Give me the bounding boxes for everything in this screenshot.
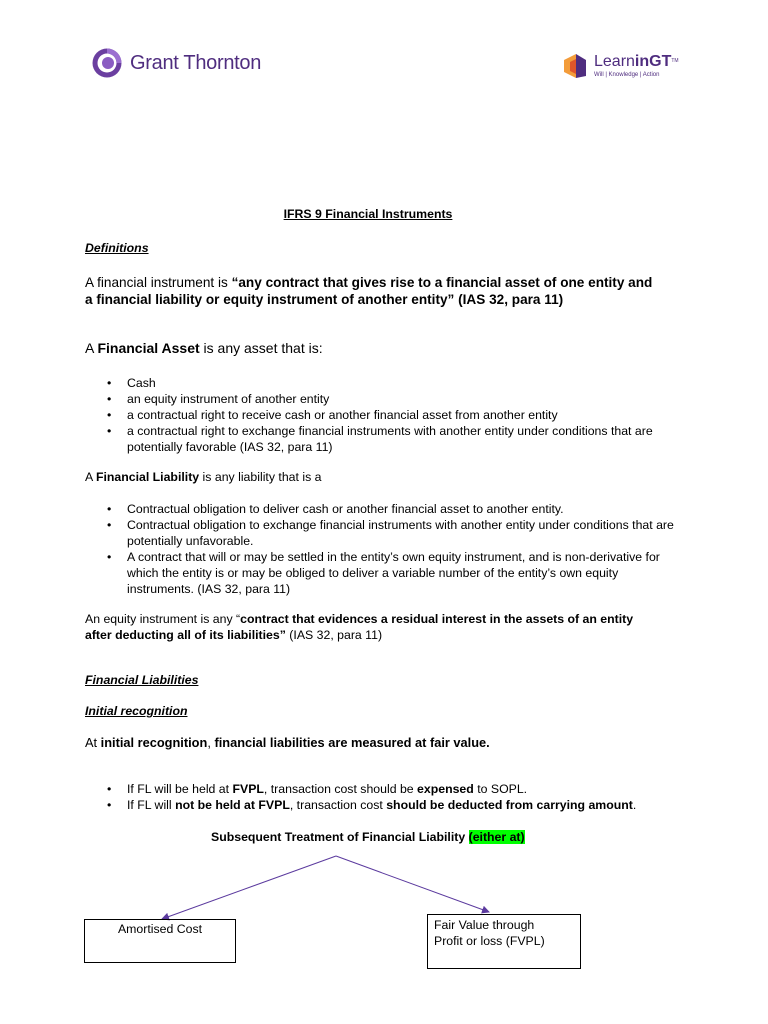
financial-instrument-definition-line-1 <box>85 275 652 291</box>
ir-c: , <box>207 735 215 750</box>
financial-liability-intro <box>85 469 321 485</box>
fl-intro-c: is any liability that is a <box>199 470 322 484</box>
financial-asset-list <box>107 375 707 455</box>
ir-a: At <box>85 735 101 750</box>
ir-b: initial recognition <box>100 735 208 750</box>
fl-intro-a: A <box>85 470 96 484</box>
fa-intro-c: is any asset that is: <box>199 340 323 356</box>
grant-thornton-logo-mark-icon <box>92 48 122 78</box>
list-item: • A contract that will or may be settled in the entity’s own equity instrument, and is non-derivative for which the entity is or may be obliged to deliver a variable number of the entity’s own equity instruments. (IAS 32, para 11) <box>107 549 687 597</box>
eq-quote-2: after deducting all of its liabilities” <box>85 628 286 642</box>
grant-thornton-wordmark: Grant Thornton <box>130 51 262 74</box>
tc-2-d: should be deducted from carrying amount <box>386 798 633 812</box>
list-item: • a contractual right to exchange financial instruments with another entity under conditions that are potentially favorable (IAS 32, para 11) <box>107 423 692 455</box>
arrow-to-amortised-cost <box>162 856 336 919</box>
fvpl-label-line-2: Profit or loss (FVPL) <box>434 934 545 948</box>
arrow-to-fvpl <box>336 856 489 912</box>
tc-2-e: . <box>632 798 637 812</box>
fi-quote-line-1: “any contract that gives rise to a financial asset of one entity and <box>231 275 653 290</box>
eq-quote-1: contract that evidences a residual interest in the assets of an entity <box>240 612 634 626</box>
tc-1-e: to SOPL. <box>473 782 528 796</box>
list-item: • Contractual obligation to exchange financial instruments with another entity under conditions that are potentially unfavorable. <box>107 517 695 549</box>
tc-1-c: , transaction cost should be <box>263 782 418 796</box>
fl-intro-term: Financial Liability <box>95 470 200 484</box>
initial-recognition-statement <box>85 735 490 751</box>
learningt-logo-mark-icon <box>562 50 588 82</box>
transaction-cost-list <box>107 781 707 813</box>
definitions-heading: Definitions <box>85 241 149 255</box>
learningt-logo <box>562 50 679 82</box>
grant-thornton-logo <box>92 46 261 80</box>
fvpl-box <box>427 914 581 969</box>
learningt-tagline: Will | Knowledge | Action <box>594 72 660 78</box>
list-item: • a contractual right to receive cash or another financial asset from another entity <box>107 407 707 423</box>
equity-instrument-definition-line-2 <box>85 627 382 643</box>
tc-1-b: FVPL <box>232 782 264 796</box>
list-item: • Cash <box>107 375 707 391</box>
initial-recognition-heading: Initial recognition <box>85 704 188 718</box>
amortised-cost-box <box>84 919 236 963</box>
fi-prefix: A financial instrument is <box>85 275 232 290</box>
tc-2-b: not be held at FVPL <box>175 798 290 812</box>
learningt-wordmark <box>594 53 679 70</box>
learningt-wordmark-part1: Learn <box>594 53 635 70</box>
equity-instrument-definition-line-1 <box>85 611 633 627</box>
eq-prefix: An equity instrument is any “ <box>85 612 241 626</box>
list-item <box>107 797 707 813</box>
diagram-title-highlight: (either at) <box>468 830 525 844</box>
document-title: IFRS 9 Financial Instruments <box>283 207 453 221</box>
trademark-mark: TM <box>671 58 679 64</box>
fi-quote-line-2: a financial liability or equity instrument of another entity” (IAS 32, para 11) <box>85 292 564 307</box>
diagram-title-text: Subsequent Treatment of Financial Liability <box>211 830 469 844</box>
list-item <box>107 781 707 797</box>
tc-2-c: , transaction cost <box>289 798 387 812</box>
tc-1-a: If FL will be held at <box>127 782 233 796</box>
diagram-title <box>211 829 525 845</box>
ir-d: financial liabilities are measured at fair value. <box>214 735 490 750</box>
financial-asset-intro <box>85 340 323 356</box>
financial-liabilities-heading: Financial Liabilities <box>85 673 199 687</box>
financial-liability-list <box>107 501 707 597</box>
tc-1-d: expensed <box>417 782 474 796</box>
list-item: • an equity instrument of another entity <box>107 391 707 407</box>
financial-instrument-definition-line-2 <box>85 292 563 308</box>
eq-reference: (IAS 32, para 11) <box>285 628 383 642</box>
fvpl-label-line-1: Fair Value through <box>434 918 535 932</box>
tc-2-a: If FL will <box>127 798 176 812</box>
fa-intro-term: Financial Asset <box>97 340 200 356</box>
list-item: • Contractual obligation to deliver cash or another financial asset to another entity. <box>107 501 707 517</box>
learningt-wordmark-part2: inGT <box>634 53 672 70</box>
amortised-cost-label: Amortised Cost <box>117 922 203 936</box>
fa-intro-a: A <box>85 340 98 356</box>
